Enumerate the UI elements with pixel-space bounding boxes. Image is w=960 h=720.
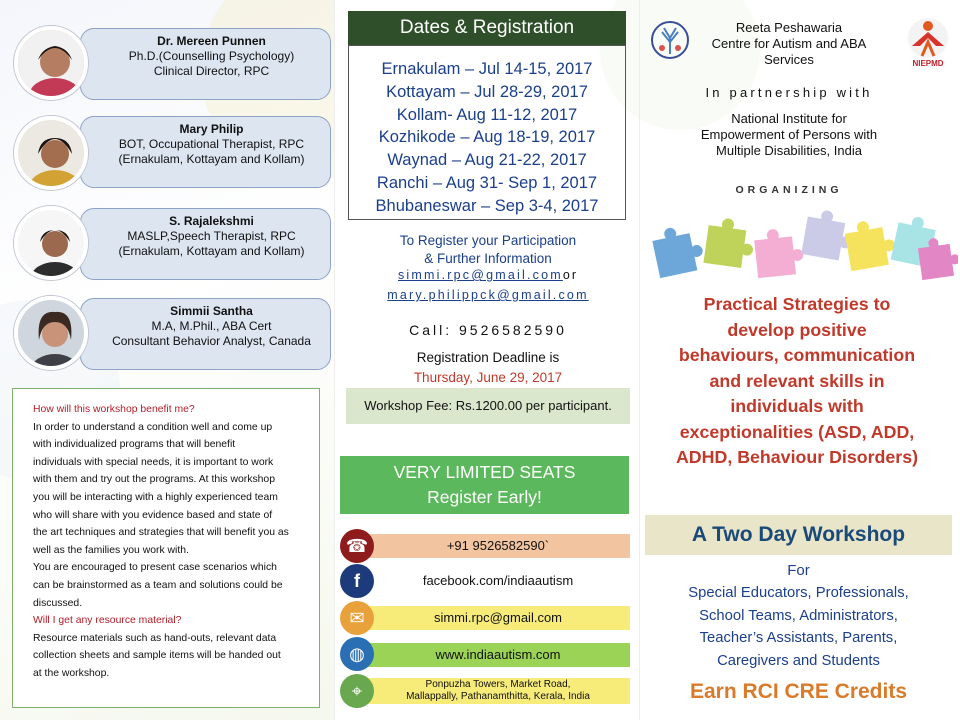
speaker-qualification: MASLP,Speech Therapist, RPC — [127, 229, 296, 243]
audience-line: Special Educators, Professionals, — [688, 585, 909, 601]
call-number: Call: 9526582590 — [409, 322, 567, 338]
website-bar[interactable]: www.indiaautism.com — [366, 643, 630, 667]
partner-line: Empowerment of Persons with — [700, 127, 878, 142]
organizing-text: ORGANIZING — [735, 184, 843, 196]
date-item: Kollam- Aug 11-12, 2017 — [396, 105, 578, 124]
deadline-date: Thursday, June 29, 2017 — [413, 370, 563, 385]
email-link-mary[interactable]: mary.philippck@gmail.com — [387, 288, 589, 302]
benefit-line: who will share with you evidence based and state of — [33, 509, 273, 521]
speaker-name: Mary Philip — [179, 122, 244, 136]
benefit-line: the art techniques and strategies that will benefit you as — [33, 527, 289, 539]
benefit-line: well as the families you work with. — [33, 544, 189, 556]
email-links-2 — [336, 286, 640, 304]
seats-line: VERY LIMITED SEATS — [393, 462, 576, 482]
email-bar[interactable]: simmi.rpc@gmail.com — [366, 606, 630, 630]
facebook-bar[interactable]: facebook.com/indiaautism — [366, 569, 630, 593]
date-item: Ernakulam – Jul 14-15, 2017 — [381, 60, 593, 78]
partner-line: Multiple Disabilities, India — [716, 143, 862, 158]
date-item: Bhubaneswar – Sep 3-4, 2017 — [375, 196, 599, 215]
email-link-simmi[interactable]: simmi.rpc@gmail.com — [397, 268, 563, 282]
date-item: Kozhikode – Aug 18-19, 2017 — [378, 128, 596, 147]
speaker-qualification: M.A, M.Phil., ABA Cert — [151, 319, 272, 333]
audience-line: Teacher’s Assistants, Parents, — [699, 630, 898, 646]
audience-list — [645, 582, 952, 672]
title-line: develop positive — [727, 319, 867, 340]
title-line: behaviours, communication — [678, 345, 916, 365]
rci-credits: Earn RCI CRE Credits — [689, 680, 908, 703]
title-line: ADHD, Behaviour Disorders) — [675, 447, 919, 467]
title-line: individuals with — [730, 396, 864, 416]
audience-line: Caregivers and Students — [717, 652, 880, 669]
address-line: Ponpuzha Towers, Market Road, — [425, 679, 571, 690]
workshop-title — [652, 292, 942, 471]
partner-name — [680, 111, 898, 159]
globe-icon: ◍ — [340, 637, 374, 671]
benefit-box — [12, 388, 320, 708]
speaker-role: Consultant Behavior Analyst, Canada — [112, 334, 311, 348]
or-text: or — [562, 268, 579, 282]
speaker-role: (Ernakulam, Kottayam and Kollam) — [118, 152, 305, 166]
speaker-card-2 — [80, 116, 331, 188]
benefit-line: In order to understand a condition well and come up — [33, 421, 273, 433]
speaker-role: Clinical Director, RPC — [153, 64, 270, 78]
seats-line: Register Early! — [427, 487, 542, 507]
niepmd-logo-text: NIEPMD — [912, 59, 944, 68]
niepmd-logo-icon — [904, 16, 952, 68]
address-bar — [366, 678, 630, 704]
speaker-card-1 — [80, 28, 331, 100]
envelope-icon: ✉ — [340, 601, 374, 635]
date-item: Kottayam – Jul 28-29, 2017 — [386, 82, 588, 101]
benefit-line: You are encouraged to present case scenarios which — [33, 562, 277, 574]
date-item: Waynad – Aug 21-22, 2017 — [387, 151, 587, 170]
benefit-question: How will this workshop benefit me? — [33, 404, 195, 415]
email-links — [336, 268, 640, 282]
speaker-card-3 — [80, 208, 331, 280]
audience-line: School Teams, Administrators, — [699, 607, 898, 624]
date-item: Ranchi – Aug 31- Sep 1, 2017 — [376, 173, 598, 192]
organizer-name — [680, 20, 898, 68]
facebook-icon: f — [340, 564, 374, 598]
partnership-text: In partnership with — [705, 85, 873, 100]
speaker-name: Simmii Santha — [170, 304, 253, 318]
speaker-role: (Ernakulam, Kottayam and Kollam) — [118, 244, 305, 258]
speaker-name: S. Rajalekshmi — [169, 214, 254, 228]
benefit-line: collection sheets and sample items will be handed out — [33, 650, 281, 662]
speaker-card-4 — [80, 298, 331, 370]
speaker-photo-3 — [14, 206, 88, 280]
speaker-name: Dr. Mereen Punnen — [157, 34, 266, 48]
title-line: exceptionalities (ASD, ADD, — [679, 421, 915, 442]
workshop-fee: Workshop Fee: Rs.1200.00 per participant. — [346, 388, 630, 424]
speaker-qualification: Ph.D.(Counselling Psychology) — [128, 49, 295, 63]
two-day-workshop-banner: A Two Day Workshop — [645, 515, 952, 555]
dates-title: Dates & Registration — [348, 11, 626, 45]
organizer-line: Services — [764, 52, 814, 67]
organizer-line: Centre for Autism and ABA — [711, 36, 867, 51]
title-line: Practical Strategies to — [703, 294, 891, 314]
benefit-line: discussed. — [33, 597, 83, 609]
speaker-photo-4 — [14, 296, 88, 370]
address-line: Mallappally, Pathanamthitta, Kerala, India — [406, 691, 590, 702]
map-pin-icon: ⌖ — [340, 674, 374, 708]
benefit-line: Resource materials such as hand-outs, relevant data — [33, 632, 277, 644]
title-line: and relevant skills in — [709, 370, 885, 391]
benefit-line: with them and try out the programs. At this workshop — [33, 474, 275, 486]
register-line: To Register your Participation — [399, 233, 577, 248]
speaker-qualification: BOT, Occupational Therapist, RPC — [118, 137, 305, 151]
register-line: & Further Information — [424, 251, 552, 266]
benefit-line: individuals with special needs, it is important to work — [33, 456, 274, 468]
benefit-line: can be brainstormed as a team and solutions could be — [33, 579, 283, 591]
speaker-photo-1 — [14, 26, 88, 100]
register-info — [336, 232, 640, 268]
phone-icon: ☎ — [340, 529, 374, 563]
for-label: For — [787, 562, 810, 579]
phone-bar[interactable]: +91 9526582590` — [366, 534, 630, 558]
puzzle-pieces-icon — [648, 206, 958, 288]
benefit-line: with individualized programs that will benefit — [33, 439, 236, 451]
speaker-photo-2 — [14, 116, 88, 190]
benefit-line: at the workshop. — [33, 667, 110, 679]
resource-question: Will I get any resource material? — [33, 615, 182, 627]
benefit-line: you will be interacting with a highly experienced team — [33, 491, 278, 503]
limited-seats-banner — [340, 456, 629, 514]
organizer-line: Reeta Peshawaria — [735, 20, 843, 35]
dates-list — [348, 45, 626, 220]
deadline-label: Registration Deadline is — [416, 350, 560, 365]
partner-line: National Institute for — [731, 111, 847, 126]
